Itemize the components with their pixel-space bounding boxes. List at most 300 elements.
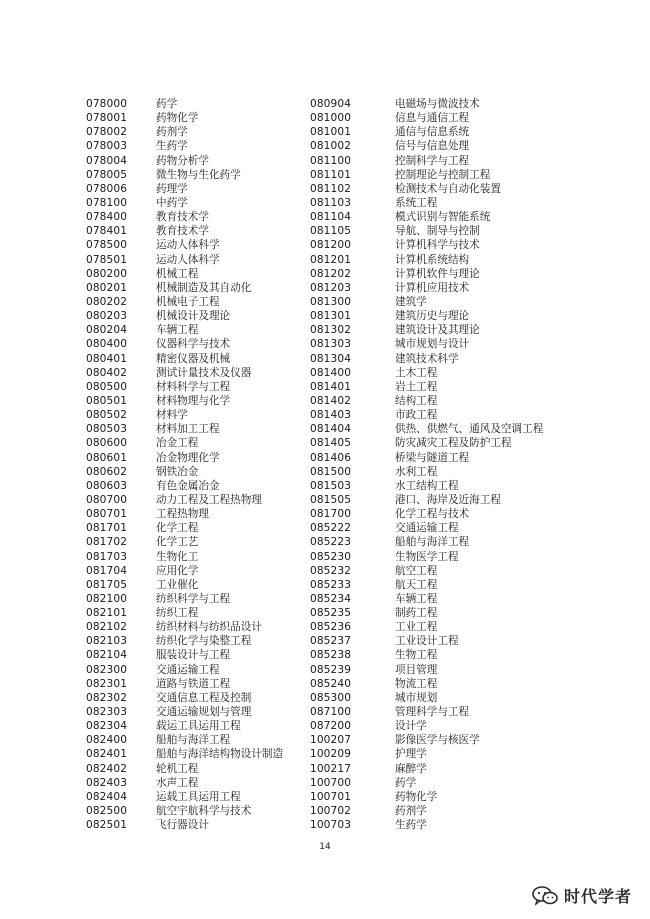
list-item [86, 295, 326, 309]
list-item [310, 550, 550, 564]
list-item [86, 762, 326, 776]
discipline-code: 081404 [310, 423, 352, 436]
list-item [86, 677, 326, 691]
discipline-name: 影像医学与核医学 [395, 734, 480, 747]
discipline-name: 船舶与海洋结构物设计制造 [156, 748, 284, 761]
list-item [86, 790, 326, 804]
discipline-code: 082102 [86, 621, 128, 634]
discipline-code: 081100 [310, 154, 352, 167]
discipline-code: 078400 [86, 211, 128, 224]
discipline-code: 081402 [310, 394, 352, 407]
discipline-name: 计算机软件与理论 [395, 267, 480, 280]
discipline-code: 082100 [86, 592, 128, 605]
list-item [310, 663, 550, 677]
list-item [86, 818, 326, 832]
list-item [310, 535, 550, 549]
discipline-code: 080500 [86, 380, 128, 393]
discipline-name: 运载工具运用工程 [156, 790, 241, 803]
discipline-code: 100701 [310, 790, 352, 803]
discipline-code: 080700 [86, 493, 128, 506]
discipline-code: 082400 [86, 734, 128, 747]
list-item [86, 634, 326, 648]
discipline-name: 机械电子工程 [156, 295, 220, 308]
discipline-code: 080904 [310, 98, 352, 110]
discipline-name: 化学工程与技术 [395, 508, 470, 521]
list-item [310, 238, 550, 252]
discipline-code: 082302 [86, 691, 128, 704]
discipline-code: 081400 [310, 366, 352, 379]
discipline-code: 085230 [310, 550, 352, 563]
discipline-code: 087200 [310, 720, 352, 733]
discipline-code: 081101 [310, 168, 352, 181]
discipline-name: 工程热物理 [156, 508, 209, 521]
list-item [86, 111, 326, 125]
discipline-code: 081104 [310, 211, 352, 224]
discipline-name: 防灾减灾工程及防护工程 [395, 437, 512, 450]
list-item [310, 97, 550, 111]
discipline-name: 控制科学与工程 [395, 154, 470, 167]
list-item [86, 521, 326, 535]
discipline-code: 081001 [310, 126, 352, 139]
discipline-code: 080203 [86, 310, 128, 323]
discipline-name: 运动人体科学 [156, 239, 220, 252]
discipline-name: 计算机科学与技术 [395, 239, 480, 252]
discipline-name: 药学 [156, 98, 178, 110]
list-item [86, 281, 326, 295]
list-item [310, 337, 550, 351]
discipline-code: 081401 [310, 380, 352, 393]
discipline-name: 生物化工 [156, 550, 199, 563]
list-item [86, 422, 326, 436]
discipline-name: 机械工程 [156, 267, 199, 280]
discipline-name: 纺织科学与工程 [156, 592, 231, 605]
discipline-code: 081702 [86, 536, 128, 549]
discipline-name: 管理科学与工程 [395, 706, 470, 719]
discipline-code: 081203 [310, 281, 352, 294]
list-item [86, 210, 326, 224]
discipline-code: 082401 [86, 748, 128, 761]
discipline-code: 081704 [86, 564, 128, 577]
discipline-name: 土木工程 [395, 366, 438, 379]
discipline-name: 钢铁冶金 [156, 465, 199, 478]
discipline-name: 结构工程 [395, 394, 438, 407]
discipline-name: 工业设计工程 [395, 635, 459, 648]
discipline-code: 078006 [86, 182, 128, 195]
discipline-name: 生药学 [395, 819, 427, 832]
discipline-code: 078000 [86, 98, 128, 110]
discipline-name: 纺织工程 [156, 607, 199, 620]
discipline-name: 轮机工程 [156, 762, 199, 775]
list-item [86, 408, 326, 422]
discipline-name: 麻醉学 [395, 762, 427, 775]
discipline-name: 飞行器设计 [156, 819, 209, 832]
discipline-code: 080601 [86, 451, 128, 464]
list-item [86, 733, 326, 747]
discipline-name: 市政工程 [395, 409, 438, 422]
discipline-name: 载运工具运用工程 [156, 720, 241, 733]
discipline-name: 航空宇航科学与技术 [156, 805, 252, 818]
discipline-name: 电磁场与微波技术 [395, 98, 480, 110]
list-item [86, 182, 326, 196]
list-item [310, 253, 550, 267]
discipline-code: 078003 [86, 140, 128, 153]
discipline-code: 082101 [86, 607, 128, 620]
discipline-code: 080600 [86, 437, 128, 450]
list-item [86, 479, 326, 493]
list-item [310, 620, 550, 634]
discipline-name: 建筑技术科学 [395, 352, 459, 365]
list-item [86, 747, 326, 761]
discipline-name: 城市规划与设计 [395, 338, 470, 351]
discipline-code: 081700 [310, 508, 352, 521]
list-item [310, 648, 550, 662]
discipline-code: 081703 [86, 550, 128, 563]
discipline-code: 085300 [310, 691, 352, 704]
page-number: 14 [319, 842, 331, 852]
discipline-name: 水工结构工程 [395, 479, 459, 492]
list-item [310, 168, 550, 182]
discipline-name: 化学工艺 [156, 536, 199, 549]
discipline-name: 纺织化学与染整工程 [156, 635, 252, 648]
discipline-name: 水利工程 [395, 465, 438, 478]
discipline-name: 药学 [395, 776, 417, 789]
discipline-name: 系统工程 [395, 196, 438, 209]
discipline-code: 082301 [86, 677, 128, 690]
discipline-name: 药物化学 [395, 790, 438, 803]
discipline-code: 082403 [86, 776, 128, 789]
list-item [310, 323, 550, 337]
discipline-name: 模式识别与智能系统 [395, 211, 491, 224]
list-item [310, 139, 550, 153]
discipline-code: 081701 [86, 522, 128, 535]
discipline-code: 080501 [86, 394, 128, 407]
list-item [86, 97, 326, 111]
discipline-name: 导航、制导与控制 [395, 225, 480, 238]
discipline-code: 082501 [86, 819, 128, 832]
discipline-name: 药物化学 [156, 112, 199, 125]
discipline-code: 080602 [86, 465, 128, 478]
list-item [310, 790, 550, 804]
list-item [86, 691, 326, 705]
list-item [86, 267, 326, 281]
discipline-code: 078005 [86, 168, 128, 181]
list-item [86, 620, 326, 634]
discipline-code: 080400 [86, 338, 128, 351]
list-item [86, 238, 326, 252]
discipline-code: 081000 [310, 112, 352, 125]
discipline-name: 建筑历史与理论 [395, 310, 470, 323]
discipline-name: 药剂学 [395, 805, 427, 818]
list-item [310, 493, 550, 507]
list-item [86, 719, 326, 733]
discipline-name: 物流工程 [395, 677, 438, 690]
discipline-code: 085235 [310, 607, 352, 620]
list-item [310, 224, 550, 238]
discipline-code: 081105 [310, 225, 352, 238]
discipline-name: 计算机应用技术 [395, 281, 470, 294]
discipline-code: 080402 [86, 366, 128, 379]
list-item [310, 451, 550, 465]
discipline-name: 教育技术学 [156, 225, 209, 238]
list-item [310, 578, 550, 592]
discipline-name: 药理学 [156, 182, 188, 195]
discipline-name: 微生物与生化药学 [156, 168, 241, 181]
list-item [86, 139, 326, 153]
discipline-code: 085234 [310, 592, 352, 605]
list-item [310, 422, 550, 436]
discipline-code: 080603 [86, 479, 128, 492]
discipline-code: 085236 [310, 621, 352, 634]
list-item [86, 535, 326, 549]
list-item [310, 309, 550, 323]
list-item [310, 606, 550, 620]
discipline-code: 080201 [86, 281, 128, 294]
discipline-name: 航空工程 [395, 564, 438, 577]
discipline-code: 080202 [86, 295, 128, 308]
discipline-code: 082104 [86, 649, 128, 662]
discipline-code: 081500 [310, 465, 352, 478]
list-item [310, 776, 550, 790]
discipline-code: 080204 [86, 324, 128, 337]
discipline-code: 081200 [310, 239, 352, 252]
discipline-name: 动力工程及工程热物理 [156, 493, 262, 506]
discipline-name: 药剂学 [156, 126, 188, 139]
wechat-icon [532, 886, 558, 906]
list-item [310, 804, 550, 818]
discipline-name: 材料科学与工程 [156, 380, 231, 393]
discipline-code: 081102 [310, 182, 352, 195]
list-item [310, 592, 550, 606]
discipline-name: 纺织材料与纺织品设计 [156, 621, 262, 634]
discipline-name: 船舶与海洋工程 [395, 536, 470, 549]
discipline-code: 081103 [310, 196, 352, 209]
discipline-code: 082304 [86, 720, 128, 733]
discipline-name: 工业工程 [395, 621, 438, 634]
list-item [86, 451, 326, 465]
discipline-code: 081303 [310, 338, 352, 351]
list-item [310, 564, 550, 578]
discipline-name: 桥梁与隧道工程 [395, 451, 470, 464]
list-item [310, 394, 550, 408]
discipline-name: 教育技术学 [156, 211, 209, 224]
discipline-code: 100209 [310, 748, 352, 761]
discipline-name: 机械制造及其自动化 [156, 281, 252, 294]
list-item [86, 323, 326, 337]
discipline-name: 药物分析学 [156, 154, 209, 167]
discipline-name: 仪器科学与技术 [156, 338, 231, 351]
discipline-name: 设计学 [395, 720, 427, 733]
list-item [86, 804, 326, 818]
discipline-code: 082303 [86, 706, 128, 719]
list-item [86, 337, 326, 351]
list-item [310, 677, 550, 691]
list-item [310, 521, 550, 535]
discipline-code: 081302 [310, 324, 352, 337]
list-item [86, 606, 326, 620]
discipline-name: 精密仪器及机械 [156, 352, 231, 365]
discipline-name: 航天工程 [395, 578, 438, 591]
discipline-code: 100702 [310, 805, 352, 818]
discipline-name: 信号与信息处理 [395, 140, 470, 153]
discipline-code: 080401 [86, 352, 128, 365]
discipline-name: 生物工程 [395, 649, 438, 662]
discipline-code: 080502 [86, 409, 128, 422]
list-item [310, 408, 550, 422]
list-item [86, 168, 326, 182]
discipline-code: 078004 [86, 154, 128, 167]
list-item [86, 309, 326, 323]
discipline-code: 081300 [310, 295, 352, 308]
discipline-code: 081304 [310, 352, 352, 365]
discipline-name: 城市规划 [395, 691, 438, 704]
discipline-name: 测试计量技术及仪器 [156, 366, 252, 379]
discipline-name: 通信与信息系统 [395, 126, 470, 139]
discipline-name: 机械设计及理论 [156, 310, 231, 323]
watermark-text: 时代学者 [563, 887, 632, 906]
discipline-name: 材料学 [156, 409, 188, 422]
left-column [86, 97, 326, 832]
list-item [310, 281, 550, 295]
list-item [310, 154, 550, 168]
list-item [86, 592, 326, 606]
list-item [310, 111, 550, 125]
discipline-code: 082103 [86, 635, 128, 648]
discipline-code: 080701 [86, 508, 128, 521]
list-item [86, 380, 326, 394]
discipline-name: 应用化学 [156, 564, 199, 577]
list-item [86, 465, 326, 479]
discipline-code: 082500 [86, 805, 128, 818]
list-item [310, 267, 550, 281]
list-item [310, 747, 550, 761]
discipline-name: 计算机系统结构 [395, 253, 470, 266]
list-item [310, 380, 550, 394]
discipline-code: 078501 [86, 253, 128, 266]
discipline-name: 道路与铁道工程 [156, 677, 231, 690]
discipline-name: 服装设计与工程 [156, 649, 231, 662]
discipline-code: 081503 [310, 479, 352, 492]
discipline-name: 护理学 [395, 748, 427, 761]
discipline-name: 交通信息工程及控制 [156, 691, 252, 704]
discipline-name: 工业催化 [156, 578, 199, 591]
discipline-code: 081505 [310, 493, 352, 506]
discipline-name: 控制理论与控制工程 [395, 168, 491, 181]
list-item [310, 507, 550, 521]
list-item [310, 125, 550, 139]
discipline-name: 运动人体科学 [156, 253, 220, 266]
list-item [310, 196, 550, 210]
discipline-code: 078401 [86, 225, 128, 238]
discipline-name: 中药学 [156, 196, 188, 209]
discipline-code: 085240 [310, 677, 352, 690]
discipline-code: 078500 [86, 239, 128, 252]
list-item [86, 705, 326, 719]
list-item [310, 210, 550, 224]
discipline-code: 081705 [86, 578, 128, 591]
discipline-name: 材料加工工程 [156, 423, 220, 436]
discipline-code: 100703 [310, 819, 352, 832]
discipline-code: 082402 [86, 762, 128, 775]
list-item [86, 493, 326, 507]
discipline-name: 冶金工程 [156, 437, 199, 450]
discipline-name: 岩土工程 [395, 380, 438, 393]
list-item [86, 352, 326, 366]
discipline-name: 生物医学工程 [395, 550, 459, 563]
discipline-code: 081301 [310, 310, 352, 323]
list-item [86, 224, 326, 238]
discipline-code: 081202 [310, 267, 352, 280]
list-item [86, 154, 326, 168]
discipline-code: 078001 [86, 112, 128, 125]
discipline-code: 081405 [310, 437, 352, 450]
discipline-code: 078002 [86, 126, 128, 139]
discipline-code: 085232 [310, 564, 352, 577]
discipline-code: 080200 [86, 267, 128, 280]
discipline-code: 100700 [310, 776, 352, 789]
discipline-code: 100207 [310, 734, 352, 747]
discipline-code: 085239 [310, 663, 352, 676]
discipline-name: 建筑学 [395, 295, 427, 308]
list-item [310, 762, 550, 776]
discipline-name: 供热、供燃气、通风及空调工程 [395, 423, 544, 436]
discipline-code: 080503 [86, 423, 128, 436]
discipline-name: 交通运输工程 [395, 522, 459, 535]
list-item [86, 125, 326, 139]
list-item [310, 634, 550, 648]
discipline-code: 085222 [310, 522, 352, 535]
list-item [310, 719, 550, 733]
list-item [310, 295, 550, 309]
list-item [86, 394, 326, 408]
discipline-name: 建筑设计及其理论 [395, 324, 480, 337]
discipline-name: 化学工程 [156, 522, 199, 535]
list-item [86, 776, 326, 790]
list-item [86, 366, 326, 380]
discipline-name: 信息与通信工程 [395, 112, 470, 125]
right-column [310, 97, 550, 832]
discipline-code: 081201 [310, 253, 352, 266]
discipline-name: 港口、海岸及近海工程 [395, 493, 501, 506]
discipline-name: 检测技术与自动化装置 [395, 182, 501, 195]
discipline-code: 082300 [86, 663, 128, 676]
list-item [310, 691, 550, 705]
list-item [310, 436, 550, 450]
list-item [86, 196, 326, 210]
discipline-code: 085233 [310, 578, 352, 591]
discipline-code: 085237 [310, 635, 352, 648]
discipline-name: 材料物理与化学 [156, 394, 231, 407]
list-item [310, 352, 550, 366]
list-item [86, 578, 326, 592]
list-item [310, 733, 550, 747]
discipline-name: 船舶与海洋工程 [156, 734, 231, 747]
discipline-code: 081002 [310, 140, 352, 153]
discipline-name: 制药工程 [395, 607, 438, 620]
discipline-name: 生药学 [156, 140, 188, 153]
discipline-name: 交通运输规划与管理 [156, 706, 252, 719]
list-item [86, 507, 326, 521]
list-item [86, 253, 326, 267]
discipline-name: 冶金物理化学 [156, 451, 220, 464]
discipline-name: 水声工程 [156, 776, 199, 789]
list-item [310, 182, 550, 196]
discipline-code: 082404 [86, 790, 128, 803]
list-item [86, 436, 326, 450]
list-item [310, 366, 550, 380]
list-item [310, 479, 550, 493]
discipline-name: 交通运输工程 [156, 663, 220, 676]
discipline-code: 085223 [310, 536, 352, 549]
